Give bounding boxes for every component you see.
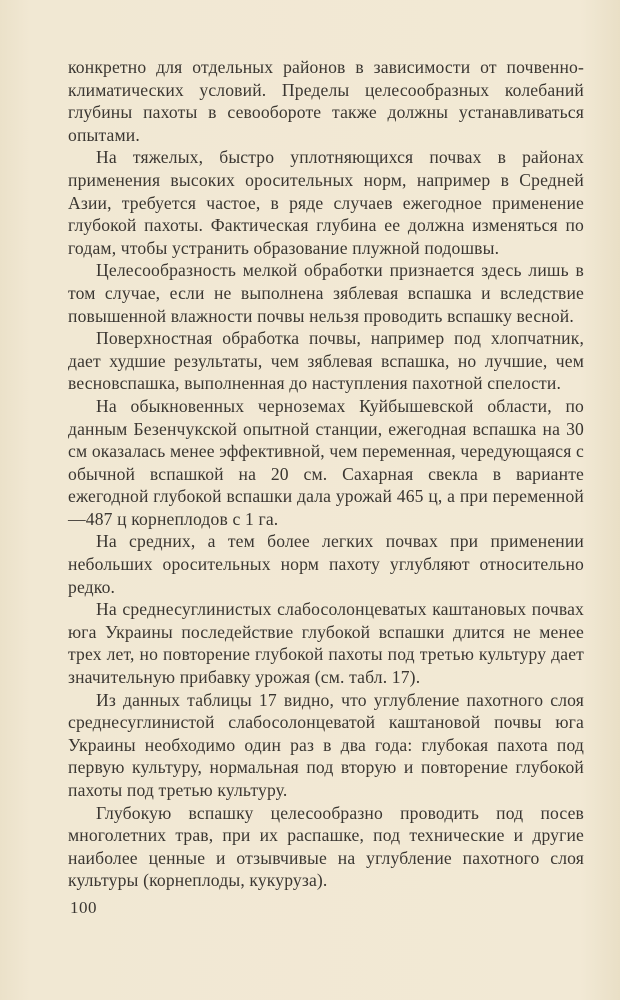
paragraph-9: Глубокую вспашку целесообразно проводить под посев многолетних трав, при их распашке, под технические и другие наиболее ценные и отзывчивые на углубление пахотного слоя культуры (корнеплоды, кукуруза).	[68, 802, 584, 891]
paragraph-3: Целесообразность мелкой обработки признается здесь лишь в том случае, если не выполнена зяблевая вспашка и вследствие повышенной влажности почвы нельзя проводить вспашку весной.	[68, 260, 584, 326]
body-text	[68, 56, 584, 892]
paragraph-2: На тяжелых, быстро уплотняющихся почвах в районах применения высоких оросительных норм, например в Средней Азии, требуется частое, в ряде случаев ежегодное применение глубокой пахоты. Фактическая глубина ее должна изменяться по годам, чтобы устранить образование плужной подошвы.	[68, 147, 584, 258]
paragraph-7: На среднесуглинистых слабосолонцеватых каштановых почвах юга Украины последействие глубокой вспашки длится не менее трех лет, но повторение глубокой пахоты под третью культуру дает значительную прибавку урожая (см. табл. 17).	[68, 599, 584, 688]
paragraph-8: Из данных таблицы 17 видно, что углубление пахотного слоя среднесуглинистой слабосолонцеватой каштановой почвы юга Украины необходимо один раз в два года: глубокая пахота под первую культуру, нормальная под вторую и повторение глубокой пахоты под третью культуру.	[68, 689, 584, 800]
paragraph-6: На средних, а тем более легких почвах при применении небольших оросительных норм пахоту углубляют относительно редко.	[68, 531, 584, 597]
paragraph-5: На обыкновенных черноземах Куйбышевской области, по данным Безенчукской опытной станции, ежегодная вспашка на 30 см оказалась менее эффективной, чем переменная, чередующаяся с обычной вспашкой на 20 см. Сахарная свекла в варианте ежегодной глубокой вспашки дала урожай 465 ц, а при переменной—487 ц корнеплодов с 1 га.	[68, 395, 584, 529]
paragraph-4: Поверхностная обработка почвы, например под хлопчатник, дает худшие результаты, чем зяблевая вспашка, но лучшие, чем весновспашка, выполненная до наступления пахотной спелости.	[68, 328, 584, 394]
page-number: 100	[70, 898, 97, 917]
paragraph-1: конкретно для отдельных районов в зависимости от почвенно-климатических условий. Пределы целесообразных колебаний глубины пахоты в севообороте также должны устанавливаться опытами.	[68, 57, 584, 145]
